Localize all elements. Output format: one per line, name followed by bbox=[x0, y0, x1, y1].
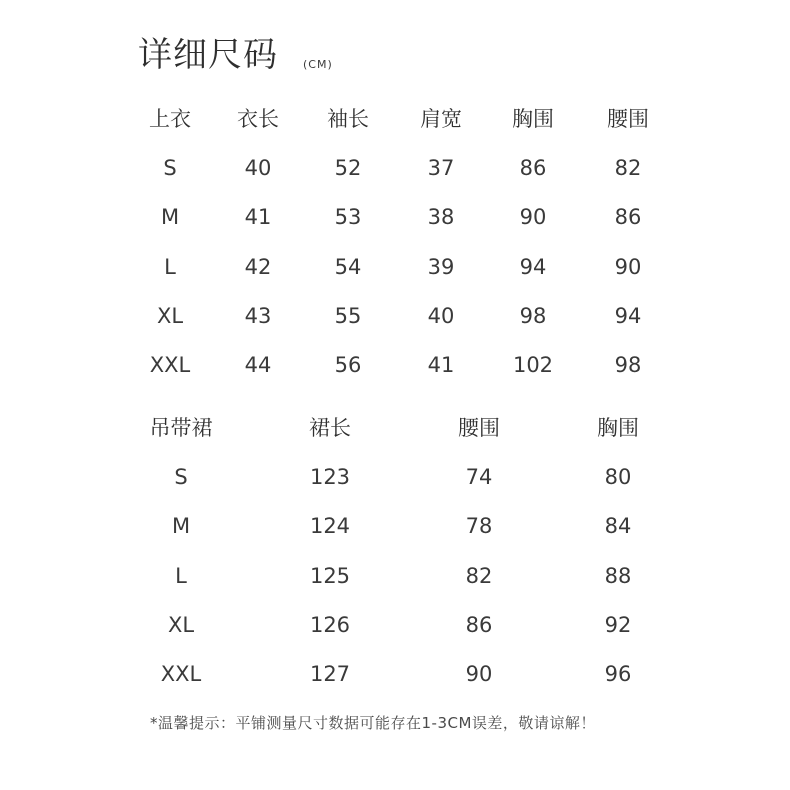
dress-size-label: XXL bbox=[160, 662, 202, 687]
dress-value-cell: 126 bbox=[309, 612, 351, 637]
top-header-cell: 腰围 bbox=[607, 107, 649, 131]
dress-value-cell: 82 bbox=[465, 563, 493, 588]
top-size-label: XL bbox=[156, 303, 184, 328]
top-size-label: XXL bbox=[149, 353, 191, 378]
dress-value-cell: 90 bbox=[465, 662, 493, 687]
top-header-cell: 胸围 bbox=[512, 107, 554, 131]
top-value-cell: 38 bbox=[427, 205, 455, 230]
top-value-cell: 90 bbox=[614, 254, 642, 279]
dress-value-cell: 92 bbox=[604, 612, 632, 637]
top-value-cell: 82 bbox=[614, 156, 642, 180]
top-value-cell: 41 bbox=[244, 205, 272, 230]
top-value-cell: 94 bbox=[614, 303, 642, 328]
dress-value-cell: 124 bbox=[309, 514, 351, 539]
dress-header-cell: 吊带裙 bbox=[149, 416, 213, 440]
dress-header-cell: 腰围 bbox=[458, 416, 500, 440]
dress-value-cell: 88 bbox=[604, 563, 632, 588]
dress-header-cell: 裙长 bbox=[309, 416, 351, 440]
dress-header-cell: 胸围 bbox=[597, 416, 639, 440]
top-size-label: L bbox=[164, 254, 176, 279]
top-value-cell: 98 bbox=[519, 303, 547, 328]
dress-value-cell: 86 bbox=[465, 612, 493, 637]
top-value-cell: 40 bbox=[244, 156, 272, 180]
top-value-cell: 39 bbox=[427, 254, 455, 279]
top-value-cell: 53 bbox=[334, 205, 362, 230]
dress-value-cell: 84 bbox=[604, 514, 632, 539]
top-header-cell: 肩宽 bbox=[420, 107, 462, 131]
top-value-cell: 90 bbox=[519, 205, 547, 230]
dress-size-label: S bbox=[174, 465, 188, 489]
top-value-cell: 102 bbox=[512, 353, 554, 378]
top-size-label: S bbox=[163, 156, 177, 180]
dress-value-cell: 123 bbox=[309, 465, 351, 489]
top-size-label: M bbox=[160, 205, 180, 230]
measurement-note: *温馨提示：平铺测量尺寸数据可能存在1-3CM误差，敬请谅解！ bbox=[150, 714, 596, 732]
dress-value-cell: 78 bbox=[465, 514, 493, 539]
dress-value-cell: 125 bbox=[309, 563, 351, 588]
dress-value-cell: 74 bbox=[465, 465, 493, 489]
dress-size-label: M bbox=[171, 514, 191, 539]
top-value-cell: 42 bbox=[244, 254, 272, 279]
dress-value-cell: 96 bbox=[604, 662, 632, 687]
page-title: 详细尺码 bbox=[138, 35, 278, 75]
unit-label: (CM) bbox=[303, 58, 333, 71]
top-value-cell: 86 bbox=[519, 156, 547, 180]
top-value-cell: 98 bbox=[614, 353, 642, 378]
top-header-cell: 上衣 bbox=[149, 107, 191, 131]
top-value-cell: 40 bbox=[427, 303, 455, 328]
top-value-cell: 52 bbox=[334, 156, 362, 180]
dress-size-label: XL bbox=[167, 612, 195, 637]
top-value-cell: 41 bbox=[427, 353, 455, 378]
top-value-cell: 86 bbox=[614, 205, 642, 230]
dress-value-cell: 127 bbox=[309, 662, 351, 687]
top-value-cell: 94 bbox=[519, 254, 547, 279]
top-header-cell: 袖长 bbox=[327, 107, 369, 131]
top-value-cell: 55 bbox=[334, 303, 362, 328]
dress-value-cell: 80 bbox=[604, 465, 632, 489]
top-header-cell: 衣长 bbox=[237, 107, 279, 131]
top-value-cell: 44 bbox=[244, 353, 272, 378]
top-value-cell: 37 bbox=[427, 156, 455, 180]
dress-size-label: L bbox=[175, 563, 187, 588]
top-value-cell: 56 bbox=[334, 353, 362, 378]
top-value-cell: 43 bbox=[244, 303, 272, 328]
top-value-cell: 54 bbox=[334, 254, 362, 279]
